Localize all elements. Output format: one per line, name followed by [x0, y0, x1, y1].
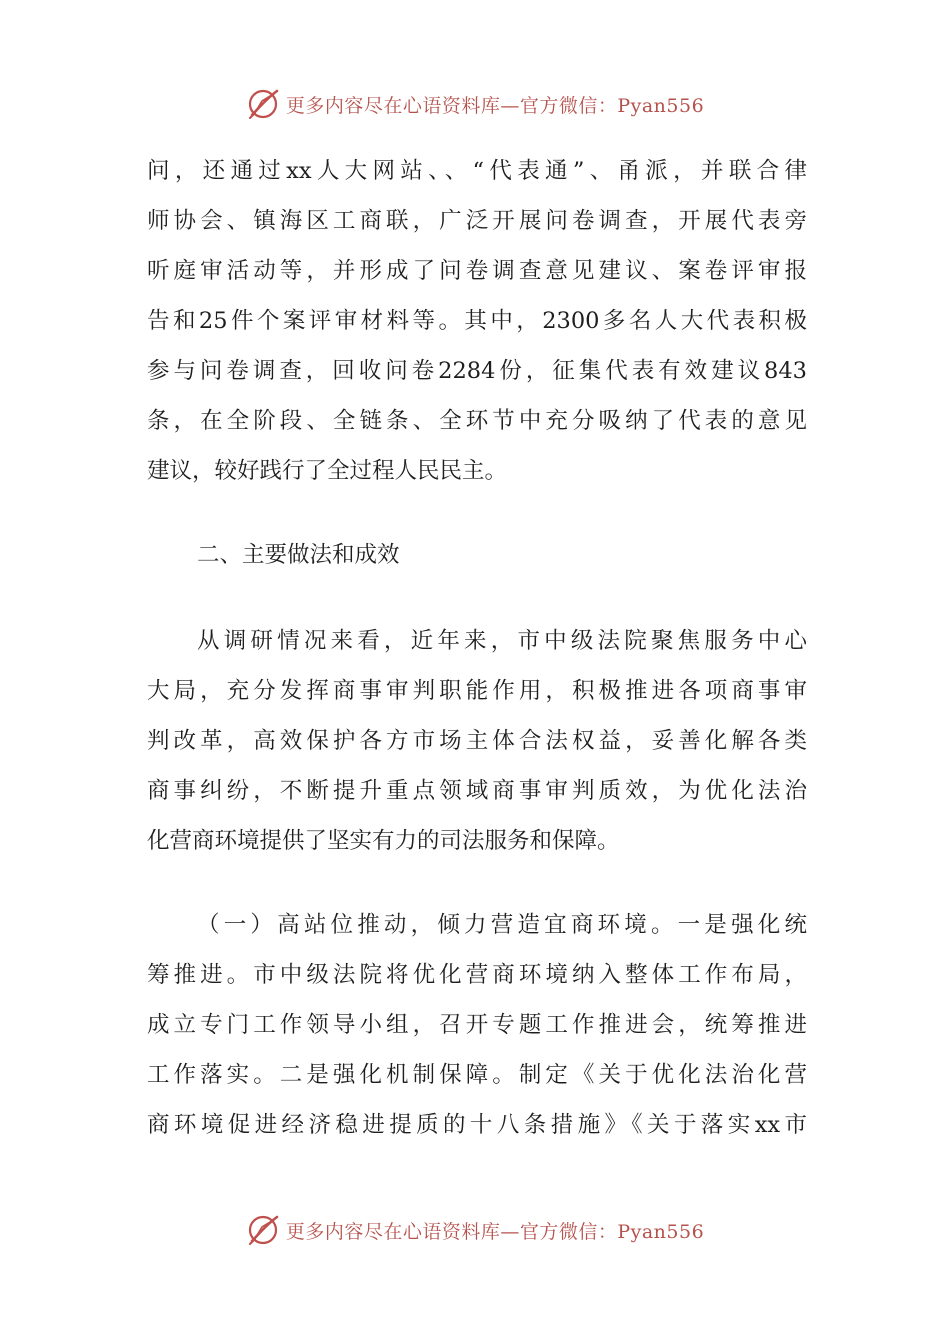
quill-pen-logo-icon: [246, 87, 280, 121]
paragraph-line: 工作落实。二是强化机制保障。制定《关于优化法治化营: [147, 1062, 807, 1088]
paragraph-line: 条，在全阶段、全链条、全环节中充分吸纳了代表的意见: [147, 408, 807, 434]
paragraph-line: 大局，充分发挥商事审判职能作用，积极推进各项商事审: [147, 678, 807, 704]
section-heading: 二、主要做法和成效: [197, 542, 400, 568]
paragraph-line: 筹推进。市中级法院将优化营商环境纳入整体工作布局，: [147, 962, 807, 988]
paragraph-line: 问，还通过xx人大网站、、“代表通”、甬派，并联合律: [147, 158, 807, 184]
paragraph-line: 从调研情况来看，近年来，市中级法院聚焦服务中心: [197, 628, 807, 654]
quill-pen-logo-icon: [246, 1213, 280, 1247]
paragraph-line: 成立专门工作领导小组，召开专题工作推进会，统筹推进: [147, 1012, 807, 1038]
paragraph-line: 告和25件个案评审材料等。其中，2300多名人大代表积极: [147, 308, 807, 334]
header-banner: [0, 84, 950, 124]
paragraph-line: 判改革，高效保护各方市场主体合法权益，妥善化解各类: [147, 728, 807, 754]
paragraph-line: 化营商环境提供了坚实有力的司法服务和保障。: [147, 828, 620, 854]
paragraph-line: 听庭审活动等，并形成了问卷调查意见建议、案卷评审报: [147, 258, 807, 284]
paragraph-line: 商事纠纷，不断提升重点领域商事审判质效，为优化法治: [147, 778, 807, 804]
paragraph-line: 参与问卷调查，回收问卷2284份，征集代表有效建议843: [147, 358, 807, 384]
paragraph-line: 师协会、镇海区工商联，广泛开展问卷调查，开展代表旁: [147, 208, 807, 234]
paragraph-line: 商环境促进经济稳进提质的十八条措施》《关于落实xx市: [147, 1112, 807, 1138]
paragraph-line: （一）高站位推动，倾力营造宜商环境。一是强化统: [197, 912, 807, 938]
footer-banner: [0, 1210, 950, 1250]
footer-banner-text: 更多内容尽在心语资料库—官方微信：Pyan556: [285, 1220, 705, 1243]
header-banner-text: 更多内容尽在心语资料库—官方微信：Pyan556: [285, 94, 705, 117]
paragraph-line: 建议，较好践行了全过程人民民主。: [147, 458, 508, 484]
